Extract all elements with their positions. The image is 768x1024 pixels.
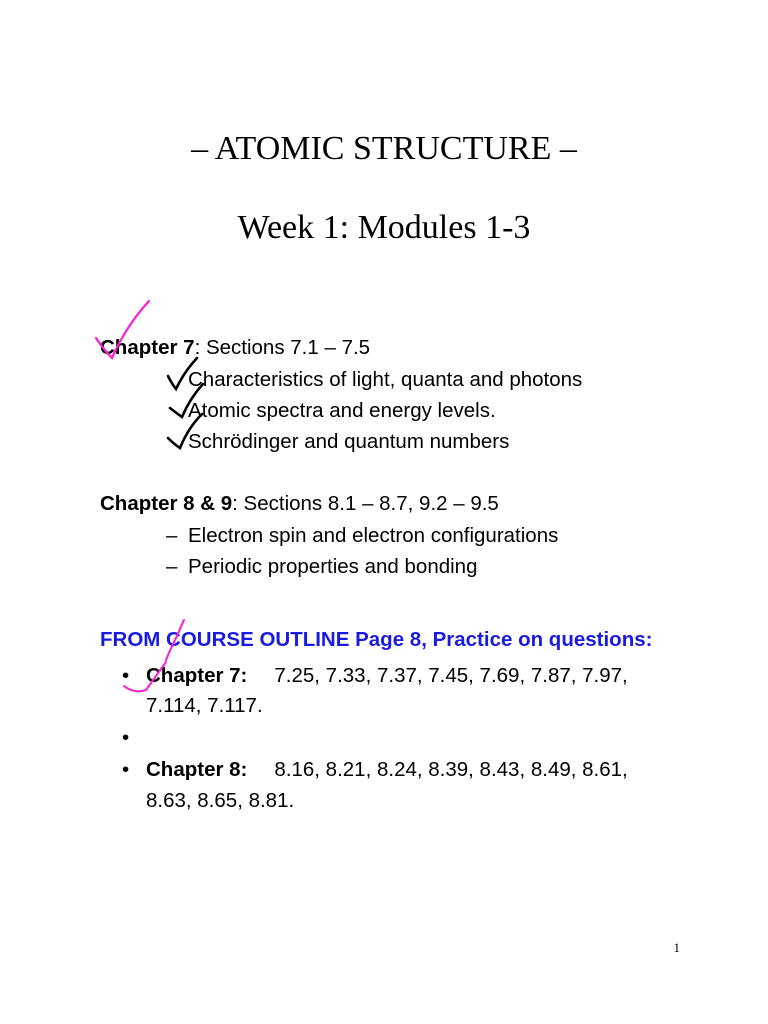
practice-chapter8-label: Chapter 8: — [146, 758, 248, 781]
course-outline-heading: FROM COURSE OUTLINE Page 8, Practice on questions: — [100, 628, 653, 651]
dash-marker: – — [166, 524, 178, 547]
page-number: 1 — [673, 940, 680, 955]
page-subtitle: Week 1: Modules 1-3 — [237, 209, 531, 246]
practice-chapter7-questions: 7.25, 7.33, 7.37, 7.45, 7.69, 7.87, 7.97, — [274, 664, 628, 687]
chapter7-item-1: Characteristics of light, quanta and photons — [188, 368, 583, 391]
chapter89-item-2 — [166, 553, 477, 581]
chapter89-item-2-text: Periodic properties and bonding — [188, 555, 478, 578]
chapter7-heading: Chapter 7 — [100, 336, 195, 359]
dash-marker: – — [166, 555, 178, 578]
chapter89-heading: Chapter 8 & 9 — [100, 492, 233, 515]
practice-chapter7-label: Chapter 7: — [146, 664, 248, 687]
chapter89-item-1-text: Electron spin and electron configurations — [188, 524, 559, 547]
page-title: – ATOMIC STRUCTURE – — [191, 130, 577, 167]
chapter89-heading-line — [100, 490, 499, 518]
chapter7-item-3: Schrödinger and quantum numbers — [188, 430, 510, 453]
practice-chapter8-line2: 8.63, 8.65, 8.81. — [146, 789, 295, 812]
bullet-marker-empty: • — [122, 726, 130, 749]
practice-chapter8-questions: 8.16, 8.21, 8.24, 8.39, 8.43, 8.49, 8.61, — [274, 758, 628, 781]
chapter89-item-1 — [166, 522, 558, 550]
practice-chapter8-line1 — [146, 756, 628, 784]
chapter7-item-2: Atomic spectra and energy levels. — [188, 399, 496, 422]
chapter7-heading-line — [100, 334, 370, 362]
chapter7-sections: : Sections 7.1 – 7.5 — [194, 336, 371, 359]
bullet-marker: • — [122, 664, 130, 687]
bullet-marker: • — [122, 758, 130, 781]
practice-chapter7-line2: 7.114, 7.117. — [146, 694, 263, 717]
chapter89-sections: : Sections 8.1 – 8.7, 9.2 – 9.5 — [232, 492, 499, 515]
practice-chapter7-line1 — [146, 662, 628, 690]
